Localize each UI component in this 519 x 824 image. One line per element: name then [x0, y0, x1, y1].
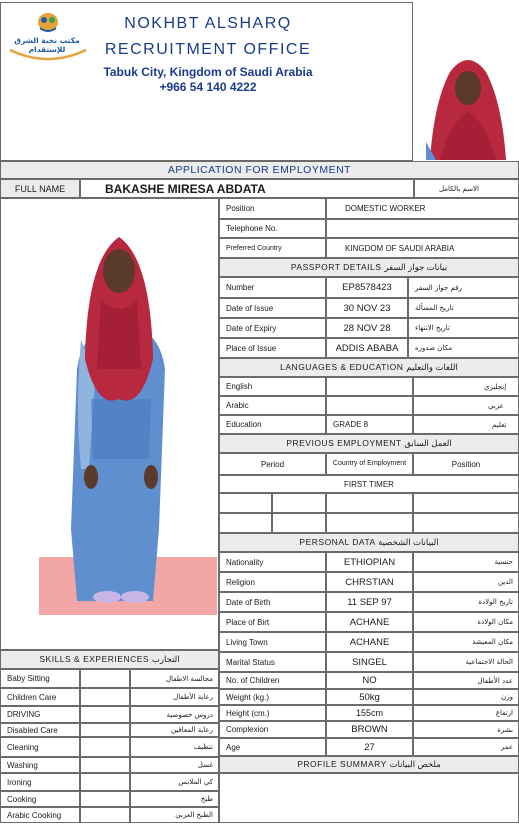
passport-number-arabic: رقم جواز السفر: [408, 277, 519, 298]
languages-education-header: LANGUAGES & EDUCATION اللغات والتعليم: [219, 358, 519, 377]
english-arabic: إنجليزي: [413, 377, 519, 396]
skill-driving-label: DRIVING: [0, 706, 80, 723]
date-of-issue-label: Date of Issue: [219, 298, 326, 318]
nationality-label: Nationality: [219, 552, 326, 572]
position-value: DOMESTIC WORKER: [326, 198, 519, 219]
employment-row-2-col-1: [219, 513, 272, 533]
employment-row-1-col-3: [326, 493, 413, 513]
skill-cooking-label: Cooking: [0, 791, 80, 807]
age-arabic: عمر: [413, 738, 519, 756]
company-name: NOKHBT ALSHARQ: [124, 15, 292, 32]
personal-data-header: PERSONAL DATA البيانات الشخصية: [219, 533, 519, 552]
skill-disabled-care-label: Disabled Care: [0, 723, 80, 737]
marital-status-value: SINGEL: [326, 652, 413, 672]
position-label: Position: [219, 198, 326, 219]
arabic-arabic: عربي: [413, 396, 519, 415]
skill-baby-sitting-value: [80, 669, 130, 688]
skill-washing-arabic: غسل: [130, 757, 219, 773]
date-of-birth-arabic: تاريخ الولادة: [413, 592, 519, 612]
employment-row-2-col-4: [413, 513, 519, 533]
skill-baby-sitting-label: Baby Sitting: [0, 669, 80, 688]
employment-row-1-col-2: [272, 493, 326, 513]
weight-value: 50kg: [326, 689, 413, 705]
country-column-header: [326, 453, 413, 475]
children-label: No. of Children: [219, 672, 326, 689]
full-name-arabic: الاسم بالكامل: [414, 179, 519, 198]
place-of-birth-value: ACHANE: [326, 612, 413, 632]
religion-arabic: الدين: [413, 572, 519, 592]
portrait-photo: [420, 42, 516, 160]
weight-arabic: وزن: [413, 689, 519, 705]
living-town-label: Living Town: [219, 632, 326, 652]
position-column-header: Position: [413, 453, 519, 475]
children-value: NO: [326, 672, 413, 689]
logo-text: مكتب نخبة الشرق للإستقدام: [14, 36, 80, 54]
skill-arabic-cooking-value: [80, 807, 130, 823]
telephone-label: Telephone No.: [219, 219, 326, 238]
full-name-label: FULL NAME: [0, 179, 80, 198]
skill-driving-value: [80, 706, 130, 723]
arabic-label: Arabic: [219, 396, 326, 415]
place-of-birth-label: Place of Birt: [219, 612, 326, 632]
passport-number-label: Number: [219, 277, 326, 298]
height-value: 155cm: [326, 705, 413, 721]
skill-ironing-label: Ironing: [0, 773, 80, 791]
weight-label: Weight (kg.): [219, 689, 326, 705]
english-value: [326, 377, 413, 396]
skill-children-care-label: Children Care: [0, 688, 80, 706]
employment-row-2-col-3: [326, 513, 413, 533]
skill-disabled-care-value: [80, 723, 130, 737]
marital-status-label: Marital Status: [219, 652, 326, 672]
date-of-expiry-arabic: تاريخ الانتهاء: [408, 318, 519, 338]
skill-cooking-value: [80, 791, 130, 807]
skill-arabic-cooking-label: Arabic Cooking: [0, 807, 80, 823]
preferred-country-label: Preferred Country: [219, 238, 326, 258]
complexion-value: BROWN: [326, 721, 413, 738]
date-of-issue-value: 30 NOV 23: [326, 298, 408, 318]
date-of-expiry-value: 28 NOV 28: [326, 318, 408, 338]
company-subtitle: RECRUITMENT OFFICE: [104, 41, 312, 58]
passport-details-header: PASSPORT DETAILS بيانات جواز السفر: [219, 258, 519, 277]
marital-status-arabic: الحالة الاجتماعية: [413, 652, 519, 672]
skill-arabic-cooking-arabic: الطبخ العربي: [130, 807, 219, 823]
skill-driving-arabic: دروس خصوصية: [130, 706, 219, 723]
passport-number-value: EP8578423: [326, 277, 408, 298]
previous-employment-header: PREVIOUS EMPLOYMENT العمل السابق: [219, 434, 519, 453]
employment-row-1-col-4: [413, 493, 519, 513]
preferred-country-value: KINGDOM OF SAUDI ARABIA: [326, 238, 519, 258]
height-label: Height (cm.): [219, 705, 326, 721]
religion-label: Religion: [219, 572, 326, 592]
company-phone: +966 54 140 4222: [159, 80, 257, 94]
first-timer-note: FIRST TIMER: [219, 475, 519, 493]
place-of-issue-label: Place of Issue: [219, 338, 326, 358]
education-arabic: تعليم: [413, 415, 519, 434]
skill-baby-sitting-arabic: مجالسة الاطفال: [130, 669, 219, 688]
place-of-birth-arabic: مكان الولادة: [413, 612, 519, 632]
skill-washing-value: [80, 757, 130, 773]
skill-washing-label: Washing: [0, 757, 80, 773]
english-label: English: [219, 377, 326, 396]
period-column-header: Period: [219, 453, 326, 475]
skill-cooking-arabic: طبخ: [130, 791, 219, 807]
company-logo: [6, 10, 88, 66]
children-arabic: عدد الأطفال: [413, 672, 519, 689]
complexion-label: Complexion: [219, 721, 326, 738]
arabic-value: [326, 396, 413, 415]
skill-ironing-arabic: كي الملابس: [130, 773, 219, 791]
nationality-arabic: جنسية: [413, 552, 519, 572]
skills-experiences-header: SKILLS & EXPERIENCES التجارب: [0, 650, 219, 669]
full-body-photo: [0, 198, 219, 650]
complexion-arabic: بشرة: [413, 721, 519, 738]
employment-row-2-col-2: [272, 513, 326, 533]
telephone-value: [326, 219, 519, 238]
skill-children-care-arabic: رعاية الأطفال: [130, 688, 219, 706]
skill-cleaning-arabic: تنظيف: [130, 737, 219, 757]
age-label: Age: [219, 738, 326, 756]
profile-summary-header: PROFILE SUMMARY ملخص البيانات: [219, 756, 519, 773]
skill-disabled-care-arabic: رعاية المعاقين: [130, 723, 219, 737]
living-town-arabic: مكان المعيشة: [413, 632, 519, 652]
skill-cleaning-label: Cleaning: [0, 737, 80, 757]
full-name-value: BAKASHE MIRESA ABDATA: [80, 179, 414, 198]
place-of-issue-arabic: مكان صدوره: [408, 338, 519, 358]
date-of-birth-value: 11 SEP 97: [326, 592, 413, 612]
skill-ironing-value: [80, 773, 130, 791]
place-of-issue-value: ADDIS ABABA: [326, 338, 408, 358]
application-title: APPLICATION FOR EMPLOYMENT: [0, 161, 519, 179]
education-label: Education: [219, 415, 326, 434]
living-town-value: ACHANE: [326, 632, 413, 652]
nationality-value: ETHIOPIAN: [326, 552, 413, 572]
skill-children-care-value: [80, 688, 130, 706]
date-of-expiry-label: Date of Expiry: [219, 318, 326, 338]
employment-row-1-col-1: [219, 493, 272, 513]
education-value: GRADE 8: [326, 415, 413, 434]
skill-cleaning-value: [80, 737, 130, 757]
company-location: Tabuk City, Kingdom of Saudi Arabia: [103, 65, 313, 79]
religion-value: CHRSTIAN: [326, 572, 413, 592]
height-arabic: ارتفاع: [413, 705, 519, 721]
age-value: 27: [326, 738, 413, 756]
profile-summary-content: [219, 773, 519, 823]
date-of-birth-label: Date of Birth: [219, 592, 326, 612]
date-of-issue-arabic: تاريخ المسألة: [408, 298, 519, 318]
country-column-label: Country of Employment: [332, 460, 407, 467]
